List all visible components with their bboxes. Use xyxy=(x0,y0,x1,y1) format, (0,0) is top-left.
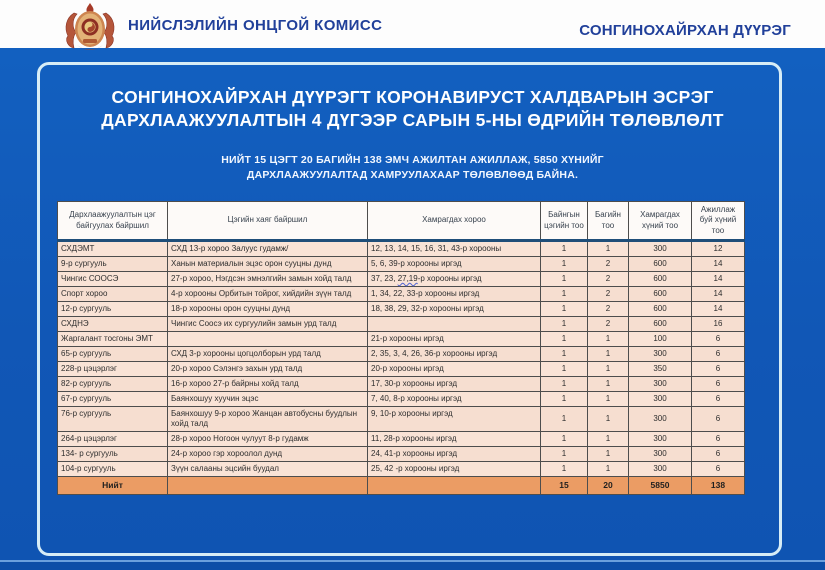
cell-points: 1 xyxy=(541,432,588,447)
cell-location: 264-р цэцэрлэг xyxy=(58,432,168,447)
cell-teams: 2 xyxy=(588,287,629,302)
cell-workers: 6 xyxy=(692,447,745,462)
cell-location: СХДНЭ xyxy=(58,317,168,332)
cell-points: 1 xyxy=(541,257,588,272)
cell-points: 1 xyxy=(541,287,588,302)
cell-address xyxy=(168,332,368,347)
cell-location: 228-р цэцэрлэг xyxy=(58,362,168,377)
cell-workers: 12 xyxy=(692,241,745,257)
cell-address: 28-р хороо Ногоон чулуут 8-р гудамж xyxy=(168,432,368,447)
cell-khoroo: 20-р хорооны иргэд xyxy=(368,362,541,377)
commission-title: НИЙСЛЭЛИЙН ОНЦГОЙ КОМИСС xyxy=(128,17,383,34)
slide-title xyxy=(55,86,770,132)
total-teams: 20 xyxy=(588,477,629,495)
cell-people: 600 xyxy=(629,287,692,302)
column-header: Дархлаажуулалтын цэг байгуулах байршил xyxy=(58,202,168,241)
cell-teams: 2 xyxy=(588,317,629,332)
cell-people: 350 xyxy=(629,362,692,377)
cell-teams: 1 xyxy=(588,347,629,362)
table-row xyxy=(58,362,745,377)
slide-title-line1: СОНГИНОХАЙРХАН ДҮҮРЭГТ КОРОНАВИРУСТ ХАЛДВАРЫН ЭСРЭГ xyxy=(111,87,714,107)
cell-address: 24-р хороо гэр хороолол дунд xyxy=(168,447,368,462)
page-header xyxy=(0,0,825,48)
cell-khoroo: 11, 28-р хорооны иргэд xyxy=(368,432,541,447)
cell-khoroo: 7, 40, 8-р хорооны иргэд xyxy=(368,392,541,407)
slide-subtitle-line1: НИЙТ 15 ЦЭГТ 20 БАГИЙН 138 ЭМЧ АЖИЛТАН АЖИЛЛАЖ, 5850 ХҮНИЙГ xyxy=(221,154,604,166)
column-header: Байнгын цэгийн тоо xyxy=(541,202,588,241)
cell-khoroo: 17, 30-р хорооны иргэд xyxy=(368,377,541,392)
cell-khoroo: 12, 13, 14, 15, 16, 31, 43-р хорооны xyxy=(368,241,541,257)
cell-points: 1 xyxy=(541,447,588,462)
table-row xyxy=(58,347,745,362)
cell-address: 20-р хороо Сэлэнгэ захын урд талд xyxy=(168,362,368,377)
cell-people: 600 xyxy=(629,317,692,332)
table-row xyxy=(58,257,745,272)
table-total-row xyxy=(58,477,745,495)
cell-location: Чингис СООСЭ xyxy=(58,272,168,287)
cell-workers: 16 xyxy=(692,317,745,332)
cell-workers: 14 xyxy=(692,272,745,287)
spellcheck-underline: 27,19 xyxy=(397,274,418,284)
cell-points: 1 xyxy=(541,241,588,257)
cell-teams: 1 xyxy=(588,432,629,447)
cell-teams: 1 xyxy=(588,362,629,377)
cell-location: 82-р сургууль xyxy=(58,377,168,392)
total-workers: 138 xyxy=(692,477,745,495)
cell-people: 600 xyxy=(629,272,692,287)
cell-teams: 1 xyxy=(588,377,629,392)
city-emblem-logo xyxy=(62,2,118,54)
cell-teams: 1 xyxy=(588,392,629,407)
table-row xyxy=(58,302,745,317)
cell-location: 134- р сургууль xyxy=(58,447,168,462)
cell-khoroo: 25, 42 -р хорооны иргэд xyxy=(368,462,541,477)
cell-people: 300 xyxy=(629,432,692,447)
table-row xyxy=(58,447,745,462)
cell-people: 300 xyxy=(629,462,692,477)
column-header: Цэгийн хаяг байршил xyxy=(168,202,368,241)
column-header: Ажиллаж буй хүний тоо xyxy=(692,202,745,241)
cell-address: СХД 13-р хороо Залуус гудамж/ xyxy=(168,241,368,257)
cell-people: 300 xyxy=(629,447,692,462)
cell-points: 1 xyxy=(541,317,588,332)
cell-workers: 6 xyxy=(692,362,745,377)
cell-khoroo: 1, 34, 22, 33-р хорооны иргэд xyxy=(368,287,541,302)
cell-location: СХДЭМТ xyxy=(58,241,168,257)
table-header-row xyxy=(58,202,745,241)
cell-people: 300 xyxy=(629,241,692,257)
cell-address: 4-р хорооны Орбитын тойрог, хийдийн зүүн талд xyxy=(168,287,368,302)
cell-people: 300 xyxy=(629,377,692,392)
cell-points: 1 xyxy=(541,347,588,362)
cell-workers: 6 xyxy=(692,392,745,407)
slide-title-line2: ДАРХЛААЖУУЛАЛТЫН 4 ДҮГЭЭР САРЫН 5-НЫ ӨДРИЙН ТӨЛӨВЛӨЛТ xyxy=(101,110,724,130)
cell-teams: 1 xyxy=(588,447,629,462)
column-header: Багийн тоо xyxy=(588,202,629,241)
cell-workers: 14 xyxy=(692,302,745,317)
cell-teams: 2 xyxy=(588,302,629,317)
slide-subtitle-line2: ДАРХЛААЖУУЛАЛТАД ХАМРУУЛАХААР ТӨЛӨВЛӨӨД БАЙНА. xyxy=(246,169,579,181)
cell-khoroo: 18, 38, 29, 32-р хорооны иргэд xyxy=(368,302,541,317)
table-row xyxy=(58,317,745,332)
cell-points: 1 xyxy=(541,272,588,287)
cell-people: 600 xyxy=(629,302,692,317)
column-header: Хамрагдах хүний тоо xyxy=(629,202,692,241)
total-points: 15 xyxy=(541,477,588,495)
bottom-stripe xyxy=(0,560,825,570)
cell-workers: 6 xyxy=(692,462,745,477)
vaccination-plan-table xyxy=(57,201,744,495)
cell-people: 300 xyxy=(629,407,692,432)
slide-subtitle xyxy=(110,153,715,183)
cell-points: 1 xyxy=(541,302,588,317)
district-title: СОНГИНОХАЙРХАН ДҮҮРЭГ xyxy=(579,22,791,39)
table-row xyxy=(58,392,745,407)
cell-teams: 1 xyxy=(588,462,629,477)
table-row xyxy=(58,272,745,287)
cell-address: 16-р хороо 27-р байрны хойд талд xyxy=(168,377,368,392)
table-row xyxy=(58,377,745,392)
cell-teams: 1 xyxy=(588,241,629,257)
cell-people: 300 xyxy=(629,347,692,362)
table-row xyxy=(58,241,745,257)
cell-location: 67-р сургууль xyxy=(58,392,168,407)
total-khoroo-empty xyxy=(368,477,541,495)
cell-khoroo xyxy=(368,317,541,332)
cell-points: 1 xyxy=(541,377,588,392)
total-people: 5850 xyxy=(629,477,692,495)
cell-address: Баянхошуу хуучин эцэс xyxy=(168,392,368,407)
cell-people: 100 xyxy=(629,332,692,347)
cell-location: 76-р сургууль xyxy=(58,407,168,432)
cell-teams: 2 xyxy=(588,272,629,287)
cell-address: 18-р хорооны орон сууцны дунд xyxy=(168,302,368,317)
table-row xyxy=(58,432,745,447)
column-header: Хамрагдах хороо xyxy=(368,202,541,241)
cell-address: Ханын материалын эцэс орон сууцны дунд xyxy=(168,257,368,272)
cell-points: 1 xyxy=(541,332,588,347)
city-emblem-icon xyxy=(62,2,118,54)
cell-location: 12-р сургууль xyxy=(58,302,168,317)
cell-teams: 2 xyxy=(588,257,629,272)
cell-points: 1 xyxy=(541,362,588,377)
table-row xyxy=(58,462,745,477)
cell-khoroo: 9, 10-р хорооны иргэд xyxy=(368,407,541,432)
table-row xyxy=(58,407,745,432)
cell-people: 600 xyxy=(629,257,692,272)
cell-workers: 14 xyxy=(692,287,745,302)
cell-location: Жаргалант тосгоны ЭМТ xyxy=(58,332,168,347)
cell-address: СХД 3-р хорооны цогцолборын урд талд xyxy=(168,347,368,362)
cell-teams: 1 xyxy=(588,332,629,347)
cell-address: Чингис Соосэ их сургуулийн замын урд талд xyxy=(168,317,368,332)
cell-address: Баянхошуу 9-р хороо Жанцан автобусны буудлын хойд талд xyxy=(168,407,368,432)
cell-teams: 1 xyxy=(588,407,629,432)
cell-people: 300 xyxy=(629,392,692,407)
cell-khoroo: 37, 23, 27,19-р хорооны иргэд xyxy=(368,272,541,287)
cell-khoroo: 2, 35, 3, 4, 26, 36-р хорооны иргэд xyxy=(368,347,541,362)
cell-location: 104-р сургууль xyxy=(58,462,168,477)
cell-address: 27-р хороо, Нэгдсэн эмнэлгийн замын хойд талд xyxy=(168,272,368,287)
table-row xyxy=(58,332,745,347)
total-address-empty xyxy=(168,477,368,495)
cell-khoroo: 21-р хорооны иргэд xyxy=(368,332,541,347)
cell-workers: 6 xyxy=(692,347,745,362)
cell-khoroo: 5, 6, 39-р хорооны иргэд xyxy=(368,257,541,272)
cell-points: 1 xyxy=(541,392,588,407)
cell-khoroo: 24, 41-р хорооны иргэд xyxy=(368,447,541,462)
cell-workers: 6 xyxy=(692,332,745,347)
total-label: Нийт xyxy=(58,477,168,495)
cell-location: 65-р сургууль xyxy=(58,347,168,362)
cell-workers: 6 xyxy=(692,432,745,447)
cell-location: Спорт хороо xyxy=(58,287,168,302)
cell-location: 9-р сургууль xyxy=(58,257,168,272)
data-table xyxy=(57,201,745,495)
cell-points: 1 xyxy=(541,462,588,477)
table-row xyxy=(58,287,745,302)
cell-workers: 14 xyxy=(692,257,745,272)
cell-address: Зүүн салааны эцсийн буудал xyxy=(168,462,368,477)
cell-workers: 6 xyxy=(692,377,745,392)
cell-points: 1 xyxy=(541,407,588,432)
cell-workers: 6 xyxy=(692,407,745,432)
